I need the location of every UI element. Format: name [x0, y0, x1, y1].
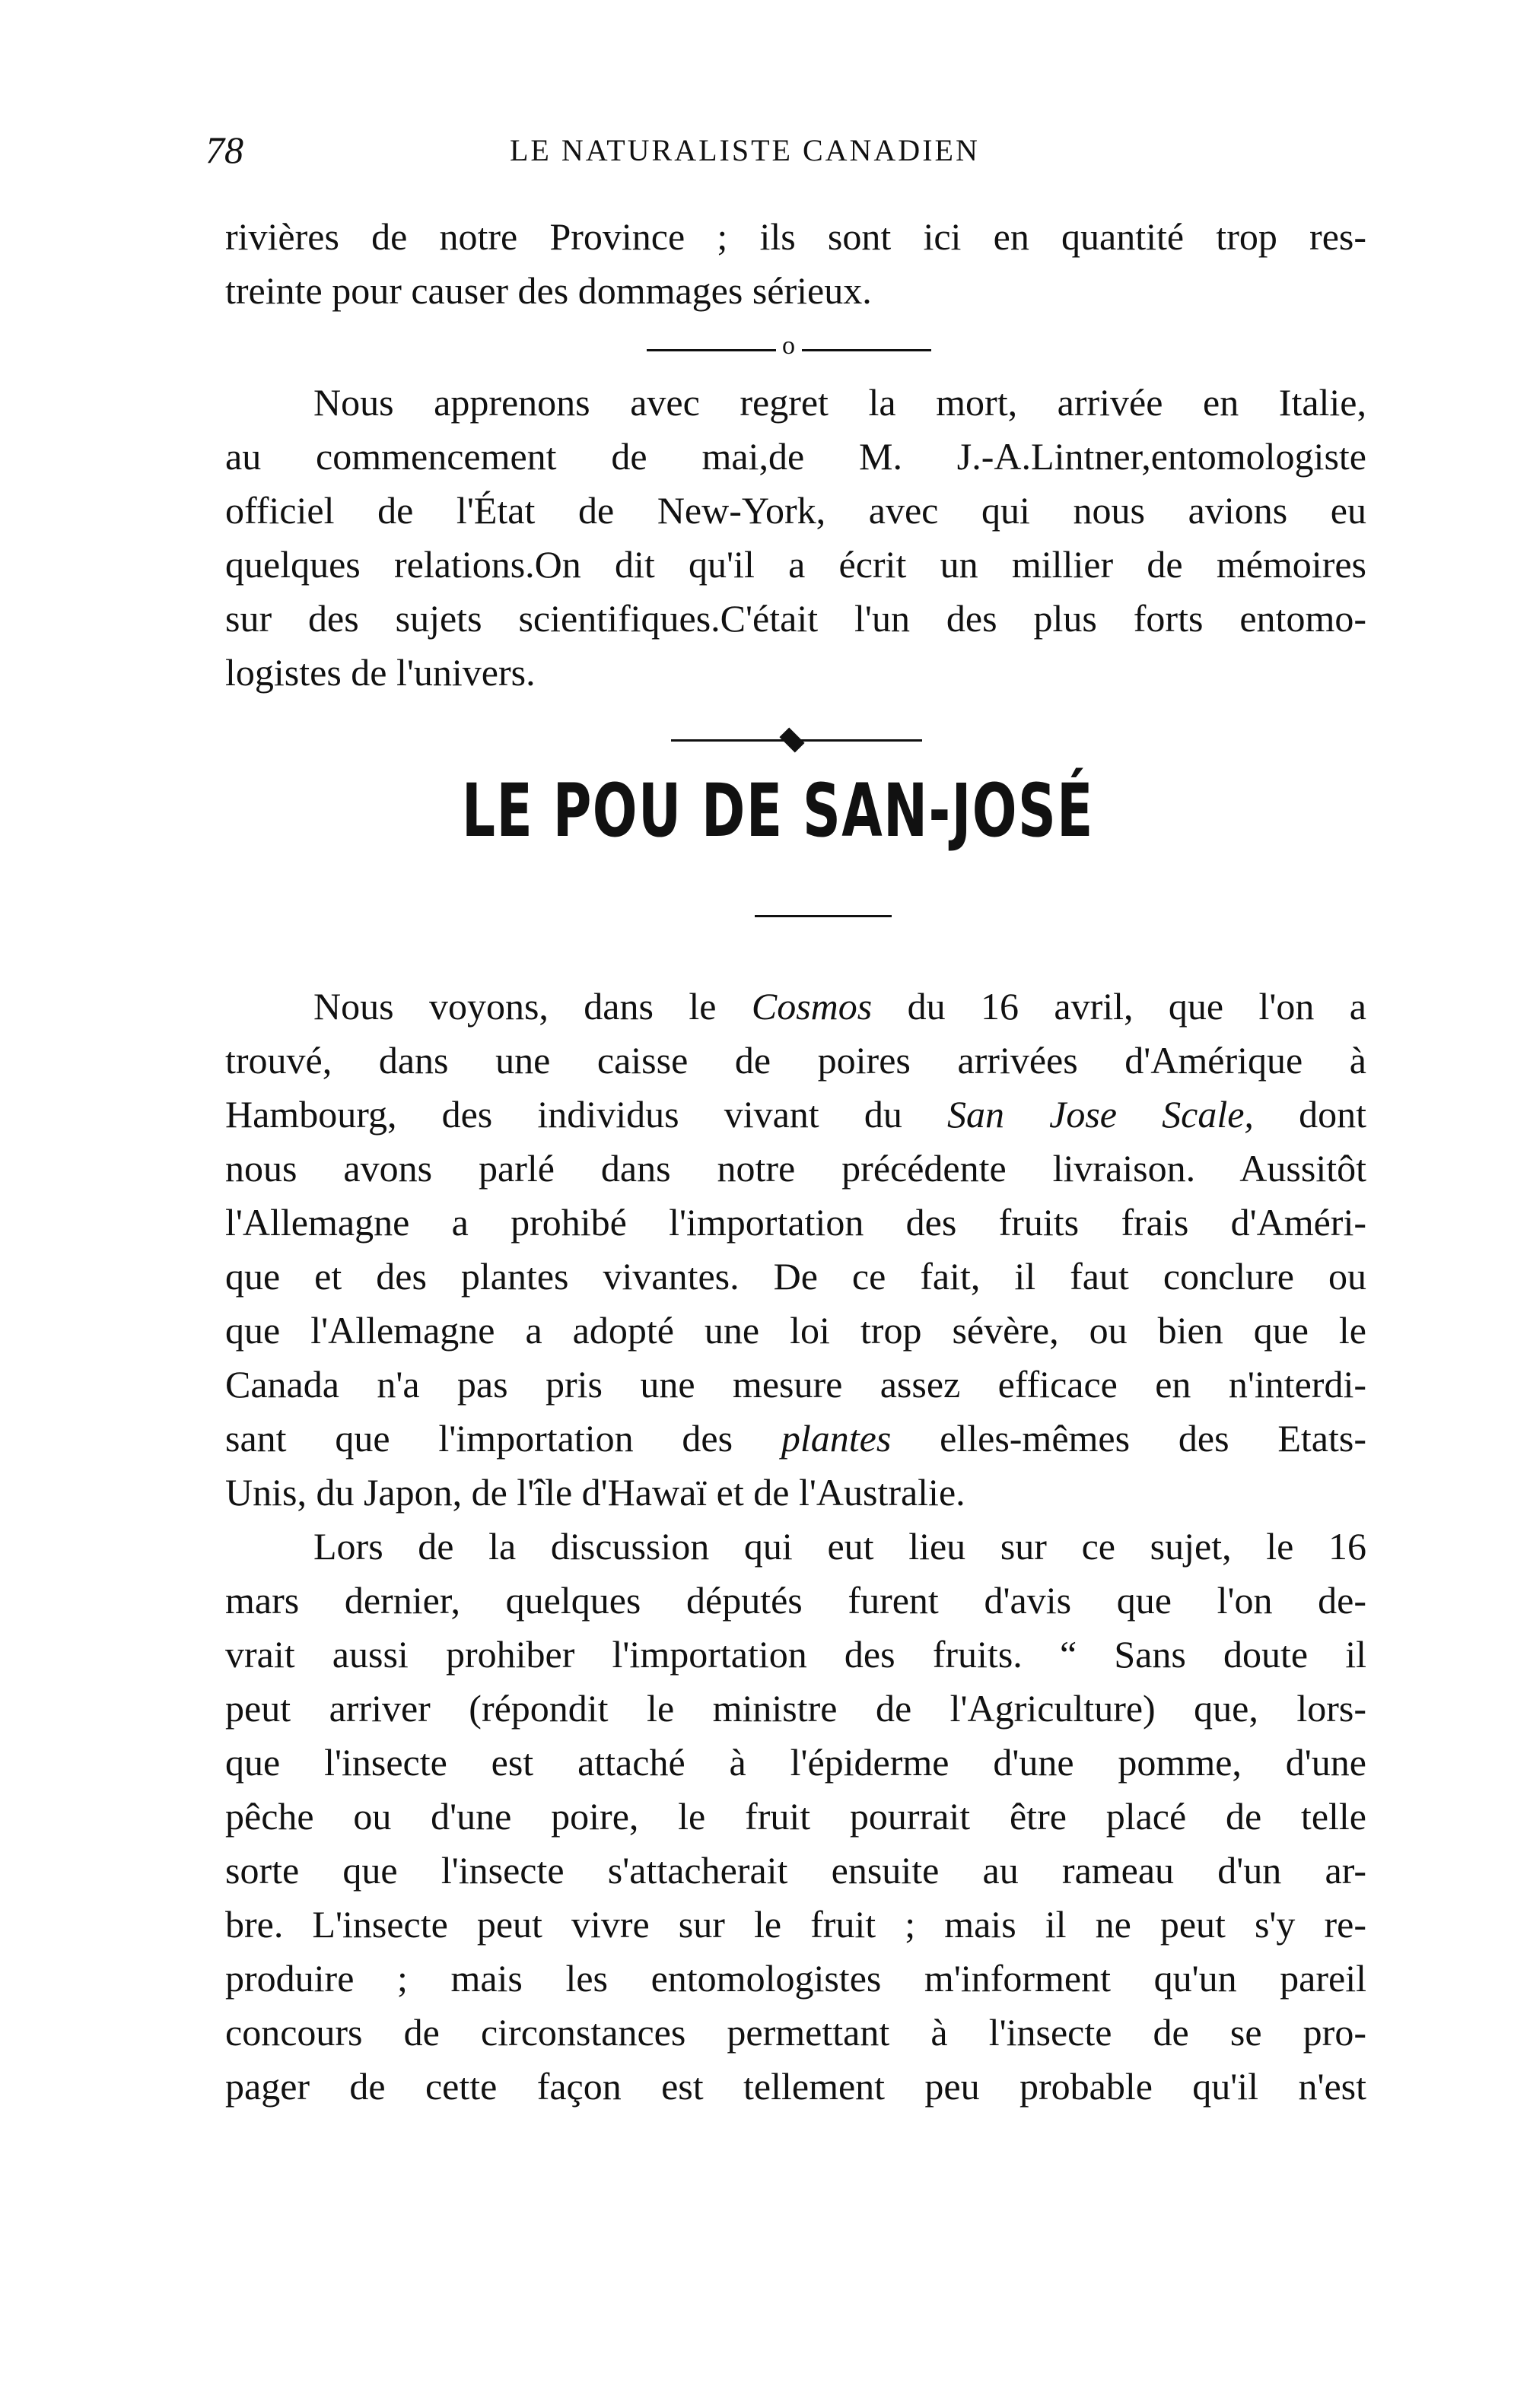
text-line: bre. L'insecte peut vivre sur le fruit ; mais il ne peut s'y re-: [225, 1903, 1366, 1946]
paragraph-continued: [225, 210, 1366, 318]
text-line: officiel de l'État de New-York, avec qui nous avions eu: [225, 489, 1366, 532]
page-header: [205, 128, 1331, 173]
text-line: concours de circonstances permettant à l'insecte de se pro-: [225, 2011, 1366, 2054]
text-line: que l'insecte est attaché à l'épiderme d'une pomme, d'une: [225, 1741, 1366, 1784]
text-line: sorte que l'insecte s'attacherait ensuite au rameau d'un ar-: [225, 1849, 1366, 1892]
page-number: 78: [205, 129, 243, 171]
title-underline: [755, 915, 892, 917]
text-line: nous avons parlé dans notre précédente livraison. Aussitôt: [225, 1147, 1366, 1190]
italic-term: San Jose Scale,: [947, 1093, 1254, 1136]
text-line: quelques relations.On dit qu'il a écrit un millier de mémoires: [225, 543, 1366, 586]
text-line: produire ; mais les entomologistes m'informent qu'un pareil: [225, 1957, 1366, 2000]
text-line: trouvé, dans une caisse de poires arrivées d'Amérique à: [225, 1039, 1366, 1082]
text-line: sur des sujets scientifiques.C'était l'un des plus forts entomo-: [225, 597, 1366, 640]
italic-word: plantes: [781, 1417, 892, 1460]
text-line: mars dernier, quelques députés furent d'avis que l'on de-: [225, 1579, 1366, 1622]
text-line: sant que l'importation des plantes elles-mêmes des Etats-: [225, 1417, 1366, 1460]
article-title: LE POU DE SAN-JOSÉ: [462, 768, 1094, 853]
text-line: que et des plantes vivantes. De ce fait, il faut conclure ou: [225, 1255, 1366, 1298]
text-line: Nous voyons, dans le Cosmos du 16 avril, que l'on a: [313, 985, 1366, 1028]
text-line: pêche ou d'une poire, le fruit pourrait être placé de telle: [225, 1795, 1366, 1838]
separator-mark: o: [782, 332, 795, 360]
separator-rule-left: [647, 349, 776, 351]
text-line: Nous apprenons avec regret la mort, arrivée en Italie,: [313, 381, 1366, 424]
obituary-paragraph: [225, 376, 1366, 700]
running-title: LE NATURALISTE CANADIEN: [510, 133, 980, 167]
text-line: au commencement de mai,de M. J.-A.Lintner,entomologiste: [225, 435, 1366, 478]
text-line: Canada n'a pas pris une mesure assez efficace en n'interdi-: [225, 1363, 1366, 1406]
ornamental-divider: [671, 730, 922, 750]
text-line: que l'Allemagne a adopté une loi trop sévère, ou bien que le: [225, 1309, 1366, 1352]
article-paragraph-1: [225, 980, 1366, 1520]
text-line: Lors de la discussion qui eut lieu sur ce sujet, le 16: [313, 1525, 1366, 1568]
section-separator: [647, 332, 936, 361]
text-line: logistes de l'univers.: [225, 651, 536, 694]
separator-rule-right: [802, 349, 931, 351]
text-line: treinte pour causer des dommages sérieux.: [225, 269, 872, 312]
text-line: vrait aussi prohiber l'importation des fruits. “ Sans doute il: [225, 1633, 1366, 1676]
text-line: l'Allemagne a prohibé l'importation des fruits frais d'Améri-: [225, 1201, 1366, 1244]
article-paragraph-2: [225, 1520, 1366, 2114]
diamond-icon: [779, 727, 804, 752]
text-line: pager de cette façon est tellement peu probable qu'il n'est: [225, 2065, 1366, 2108]
text-line: peut arriver (répondit le ministre de l'Agriculture) que, lors-: [225, 1687, 1366, 1730]
text-line: Unis, du Japon, de l'île d'Hawaï et de l'Australie.: [225, 1471, 965, 1514]
text-line: Hambourg, des individus vivant du San Jose Scale, dont: [225, 1093, 1366, 1136]
text-line: rivières de notre Province ; ils sont ici en quantité trop res-: [225, 215, 1366, 258]
italic-title: Cosmos: [751, 985, 873, 1028]
